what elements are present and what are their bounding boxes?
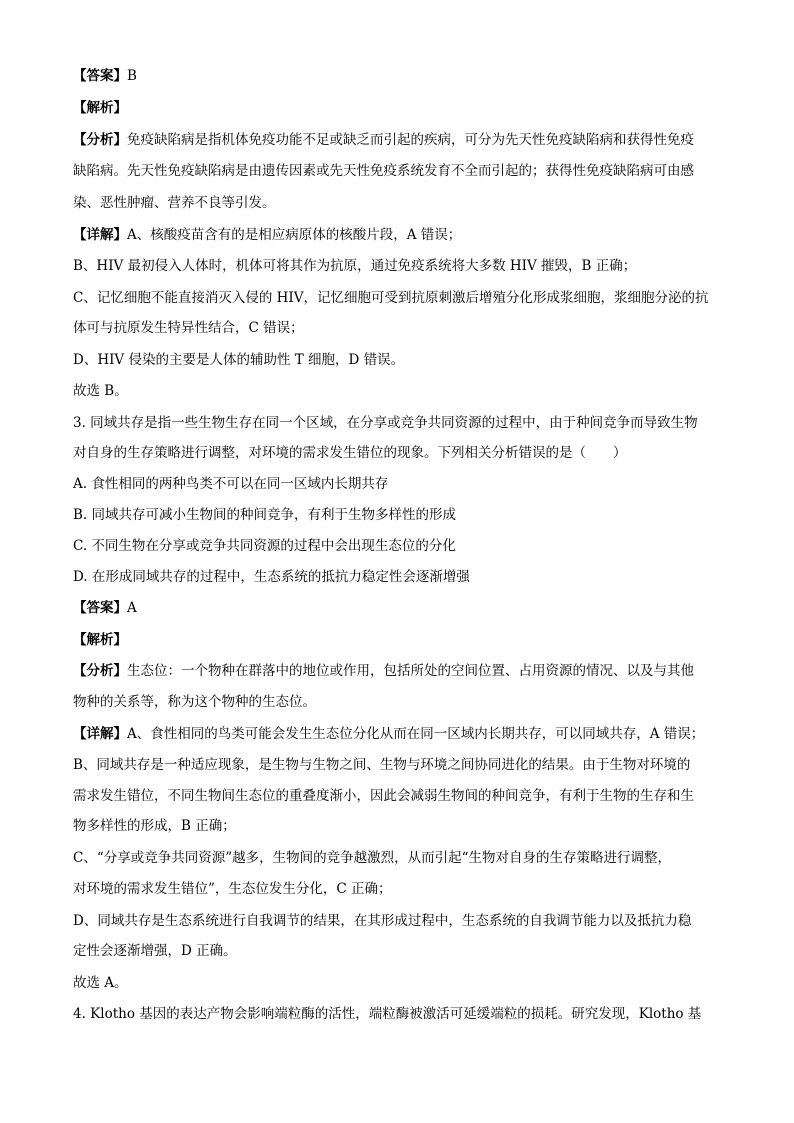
- q3-fenxi-line-2: 物种的关系等，称为这个物种的生态位。: [73, 694, 316, 710]
- q3-option-d: D. 在形成同域共存的过程中，生态系统的抵抗力稳定性会逐渐增强: [73, 569, 470, 585]
- analysis-tag: 【解析】: [73, 100, 127, 116]
- xiangjie-tag: 【详解】: [73, 227, 127, 243]
- q3-detail-line-4: C、“分享或竞争共同资源”越多，生物间的竞争越激烈，从而引起“生物对自身的生存策略进行调整，: [73, 850, 672, 866]
- q3-detail-line-7: 定性会逐渐增强，D 正确。: [73, 943, 237, 959]
- q3-detail-line-6: D、同域共存是生态系统进行自我调节的结果，在其形成过程中，生态系统的自我调节能力以及抵抗力稳: [73, 913, 692, 929]
- q3-detail-line-8: 故选 A。: [73, 975, 128, 991]
- q2-detail-line-5: 故选 B。: [73, 383, 128, 399]
- q3-option-a: A. 食性相同的两种鸟类不可以在同一区域内长期共存: [73, 476, 389, 492]
- answer-tag: 【答案】: [73, 600, 127, 616]
- q2-xiangjie-line: [73, 225, 729, 245]
- q3-answer-line: [73, 598, 729, 618]
- q4-stem-line-1: 4. Klotho 基因的表达产物会影响端粒酶的活性，端粒酶被激活可延缓端粒的损耗。研究发现，Klotho 基: [73, 1006, 702, 1022]
- q3-xiangjie-line: [73, 724, 729, 744]
- answer-tag: 【答案】: [73, 68, 127, 84]
- q3-stem-line-1: 3. 同域共存是指一些生物生存在同一个区域，在分享或竞争共同资源的过程中，由于种间竞争而导致生物: [73, 415, 698, 431]
- q2-answer-line: [73, 66, 729, 86]
- answer-value: A: [127, 600, 137, 616]
- q3-detail-line-2: 需求发生错位，不同生物间生态位的重叠度渐小，因此会减弱生物间的种间竞争，有利于生物的生存和生: [73, 788, 694, 804]
- analysis-tag: 【解析】: [73, 632, 127, 648]
- q2-fenxi-line-3: 染、恶性肿瘤、营养不良等引发。: [73, 195, 276, 211]
- xiangjie-tag: 【详解】: [73, 726, 127, 742]
- q3-detail-line-3: 物多样性的形成，B 正确；: [73, 818, 236, 834]
- q2-detail-line-1: B、HIV 最初侵入人体时，机体可将其作为抗原，通过免疫系统将大多数 HIV 摧毁，B 正确；: [73, 258, 637, 274]
- q2-analysis-heading: [73, 98, 729, 118]
- q3-option-b: B. 同域共存可减小生物间的种间竞争，有利于生物多样性的形成: [73, 507, 457, 523]
- q2-detail-line-4: D、HIV 侵染的主要是人体的辅助性 T 细胞，D 错误。: [73, 352, 405, 368]
- answer-value: B: [127, 68, 137, 84]
- xiangjie-text: A、食性相同的鸟类可能会发生生态位分化从而在同一区域内长期共存，可以同域共存，A 错误；: [127, 726, 705, 742]
- xiangjie-text: A、核酸疫苗含有的是相应病原体的核酸片段，A 错误；: [127, 227, 462, 243]
- q2-detail-line-3: 体可与抗原发生特异性结合，C 错误；: [73, 320, 304, 336]
- q2-detail-line-2: C、记忆细胞不能直接消灭入侵的 HIV，记忆细胞可受到抗原刺激后增殖分化形成浆细胞，浆细胞分泌的抗: [73, 290, 709, 306]
- fenxi-tag: 【分析】: [73, 663, 127, 679]
- fenxi-text: 免疫缺陷病是指机体免疫功能不足或缺乏而引起的疾病，可分为先天性免疫缺陷病和获得性免疫: [127, 132, 694, 148]
- q3-analysis-heading: [73, 630, 729, 650]
- q2-fenxi-line-1: [73, 130, 729, 150]
- fenxi-text: 生态位：一个物种在群落中的地位或作用，包括所处的空间位置、占用资源的情况、以及与其他: [127, 663, 694, 679]
- q2-fenxi-line-2: 缺陷病。先天性免疫缺陷病是由遗传因素或先天性免疫系统发育不全而引起的；获得性免疫缺陷病可由感: [73, 163, 694, 179]
- q3-fenxi-line-1: [73, 661, 729, 681]
- q3-detail-line-1: B、同域共存是一种适应现象，是生物与生物之间、生物与环境之间协同进化的结果。由于生物对环境的: [73, 757, 691, 773]
- q3-detail-line-5: 对环境的需求发生错位”，生态位发生分化，C 正确；: [73, 881, 392, 897]
- q3-stem-line-2: 对自身的生存策略进行调整，对环境的需求发生错位的现象。下列相关分析错误的是（ ）: [73, 445, 627, 461]
- q3-option-c: C. 不同生物在分享或竞争共同资源的过程中会出现生态位的分化: [73, 538, 456, 554]
- fenxi-tag: 【分析】: [73, 132, 127, 148]
